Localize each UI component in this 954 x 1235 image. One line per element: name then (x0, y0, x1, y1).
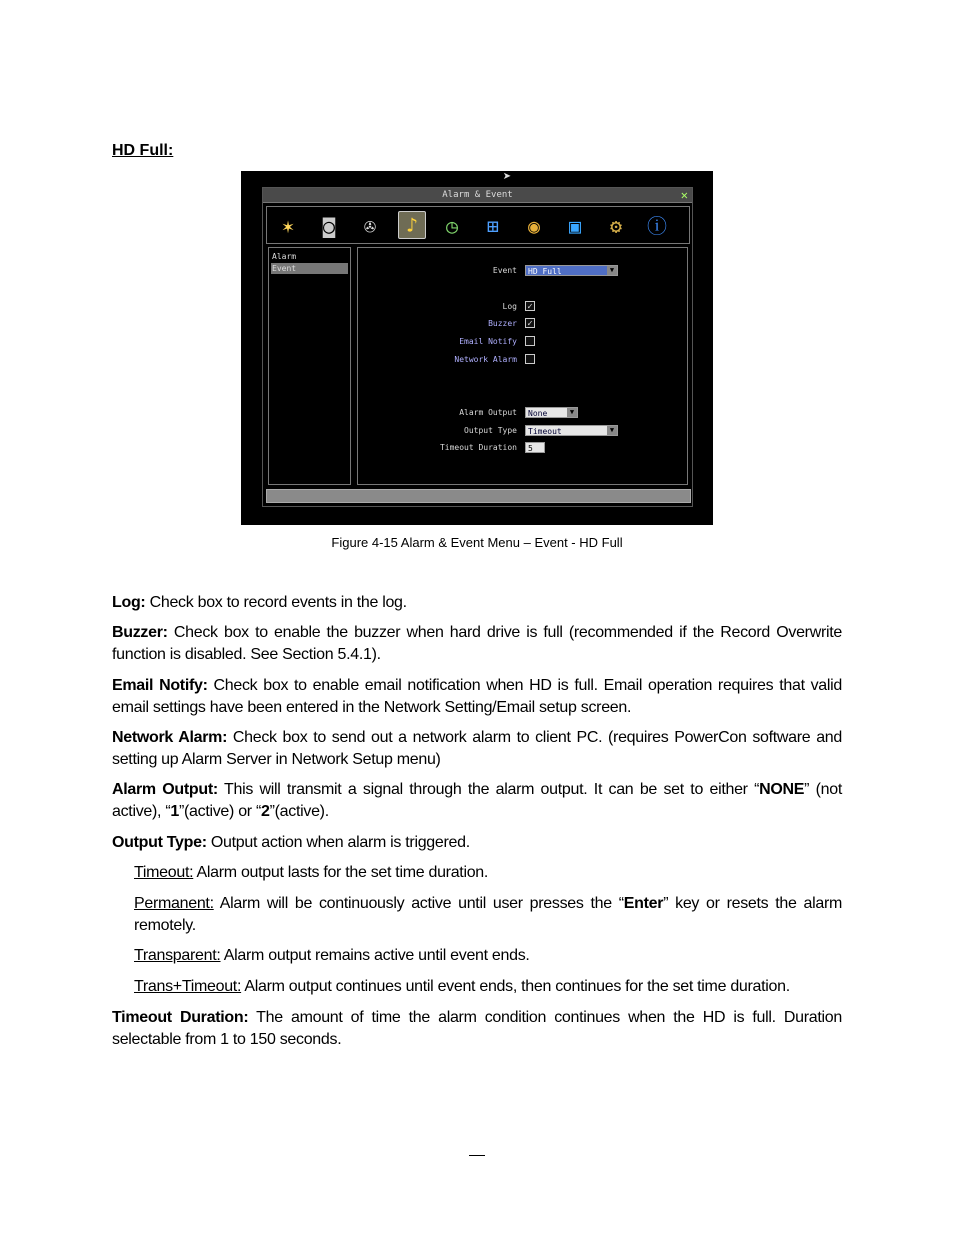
term-alarm-output: Alarm Output: (112, 781, 218, 798)
text-log: Check box to record events in the log. (145, 594, 407, 611)
log-checkbox[interactable]: ✓ (525, 301, 535, 311)
text-alarm-output-3: ”(active) or “ (178, 803, 261, 820)
term-email-notify: Email Notify: (112, 677, 208, 694)
gears-icon[interactable]: ⚙ (609, 214, 623, 238)
alarm-output-value: None (528, 409, 548, 418)
para-timeout (134, 862, 842, 884)
chevron-down-icon: ▼ (607, 426, 617, 435)
chevron-down-icon: ▼ (607, 266, 617, 275)
output-type-value: Timeout (528, 427, 562, 436)
term-trans-timeout: Trans+Timeout: (134, 978, 242, 995)
page-number-rule (469, 1155, 485, 1156)
wand-icon[interactable]: ✶ (281, 214, 295, 238)
term-output-type: Output Type: (112, 834, 207, 851)
camera-icon[interactable]: ◙ (322, 214, 336, 238)
text-transparent: Alarm output remains active until event ends. (220, 947, 530, 964)
dialog-title: Alarm & Event (263, 188, 692, 203)
email-notify-label: Email Notify (459, 337, 517, 346)
text-network-alarm: Check box to send out a network alarm to client PC. (requires PowerCon software and setting up Alarm Server in Network Setup menu) (112, 729, 842, 768)
monitor-icon[interactable]: ▣ (568, 214, 582, 238)
alarm-output-select[interactable] (525, 407, 578, 418)
info-icon[interactable]: ⓘ (647, 214, 667, 238)
para-network-alarm (112, 727, 842, 771)
text-timeout-duration: The amount of time the alarm condition continues when the HD is full. Duration selectable from 1 to 150 seconds. (112, 1009, 842, 1048)
event-settings-panel (357, 247, 688, 485)
timeout-duration-input[interactable]: 5 (525, 442, 545, 453)
text-alarm-output-1: This will transmit a signal through the alarm output. It can be set to either “ (217, 781, 760, 798)
para-alarm-output (112, 779, 842, 823)
term-network-alarm: Network Alarm: (112, 729, 228, 746)
para-timeout-duration (112, 1007, 842, 1051)
status-bar (266, 489, 691, 503)
value-one: 1 (170, 803, 179, 820)
text-buzzer: Check box to enable the buzzer when hard drive is full (recommended if the Record Overwrite function is disabled. See Section 5.4.1). (112, 624, 842, 663)
text-email-notify: Check box to enable email notification when HD is full. Email operation requires that valid email settings have been entered in the Network Setting/Email setup screen. (112, 677, 842, 716)
timeout-duration-label: Timeout Duration (439, 443, 517, 452)
para-log (112, 592, 842, 614)
text-permanent-2: ” key or resets the alarm remotely. (134, 895, 842, 934)
buzzer-checkbox[interactable]: ✓ (525, 318, 535, 328)
bell-icon[interactable]: ♪ (398, 211, 426, 239)
text-alarm-output-4: ”(active). (269, 803, 329, 820)
network-alarm-label: Network Alarm (454, 355, 517, 364)
term-buzzer: Buzzer: (112, 624, 168, 641)
term-timeout: Timeout: (134, 864, 194, 881)
term-log: Log: (112, 594, 146, 611)
alarm-output-label: Alarm Output (459, 408, 517, 417)
left-menu (268, 247, 351, 485)
figure-caption: Figure 4-15 Alarm & Event Menu – Event - HD Full (331, 535, 623, 550)
term-timeout-duration: Timeout Duration: (112, 1009, 249, 1026)
value-none: NONE (759, 781, 805, 798)
output-type-label: Output Type (464, 426, 517, 435)
para-buzzer (112, 622, 842, 666)
value-enter: Enter (623, 895, 664, 912)
hard-drive-icon[interactable]: ◉ (527, 214, 541, 238)
text-output-type: Output action when alarm is triggered. (206, 834, 470, 851)
term-permanent: Permanent: (134, 895, 214, 912)
para-transparent (134, 945, 842, 967)
film-reel-icon[interactable]: ✇ (363, 214, 377, 238)
event-select[interactable] (525, 265, 618, 276)
para-trans-timeout (134, 976, 842, 998)
alarm-event-dialog (262, 187, 693, 507)
output-type-select[interactable] (525, 425, 618, 436)
log-label: Log (502, 302, 517, 311)
mouse-cursor-icon: ➤ (503, 171, 512, 185)
buzzer-label: Buzzer (488, 319, 517, 328)
text-trans-timeout: Alarm output continues until event ends, then continues for the set time duration. (241, 978, 790, 995)
network-alarm-checkbox[interactable] (525, 354, 535, 364)
event-label: Event (492, 266, 517, 275)
section-heading: HD Full: (112, 142, 174, 159)
left-menu-item-event[interactable]: Event (271, 263, 348, 274)
network-icon[interactable]: ⊞ (486, 214, 500, 238)
close-icon[interactable]: ✕ (680, 188, 688, 202)
menu-toolbar (266, 206, 690, 244)
event-select-value: HD Full (528, 267, 562, 276)
chevron-down-icon: ▼ (567, 408, 577, 417)
text-alarm-output-2: ” (not active), “ (112, 781, 842, 820)
para-email-notify (112, 675, 842, 719)
para-output-type (112, 832, 842, 854)
alarm-event-screenshot (241, 171, 713, 525)
left-menu-item-alarm[interactable]: Alarm (272, 252, 297, 261)
text-timeout: Alarm output lasts for the set time duration. (193, 864, 489, 881)
para-permanent (134, 893, 842, 937)
value-two: 2 (261, 803, 270, 820)
schedule-icon[interactable]: ◷ (445, 214, 459, 238)
email-notify-checkbox[interactable] (525, 336, 535, 346)
term-transparent: Transparent: (134, 947, 221, 964)
text-permanent-1: Alarm will be continuously active until user presses the “ (213, 895, 624, 912)
